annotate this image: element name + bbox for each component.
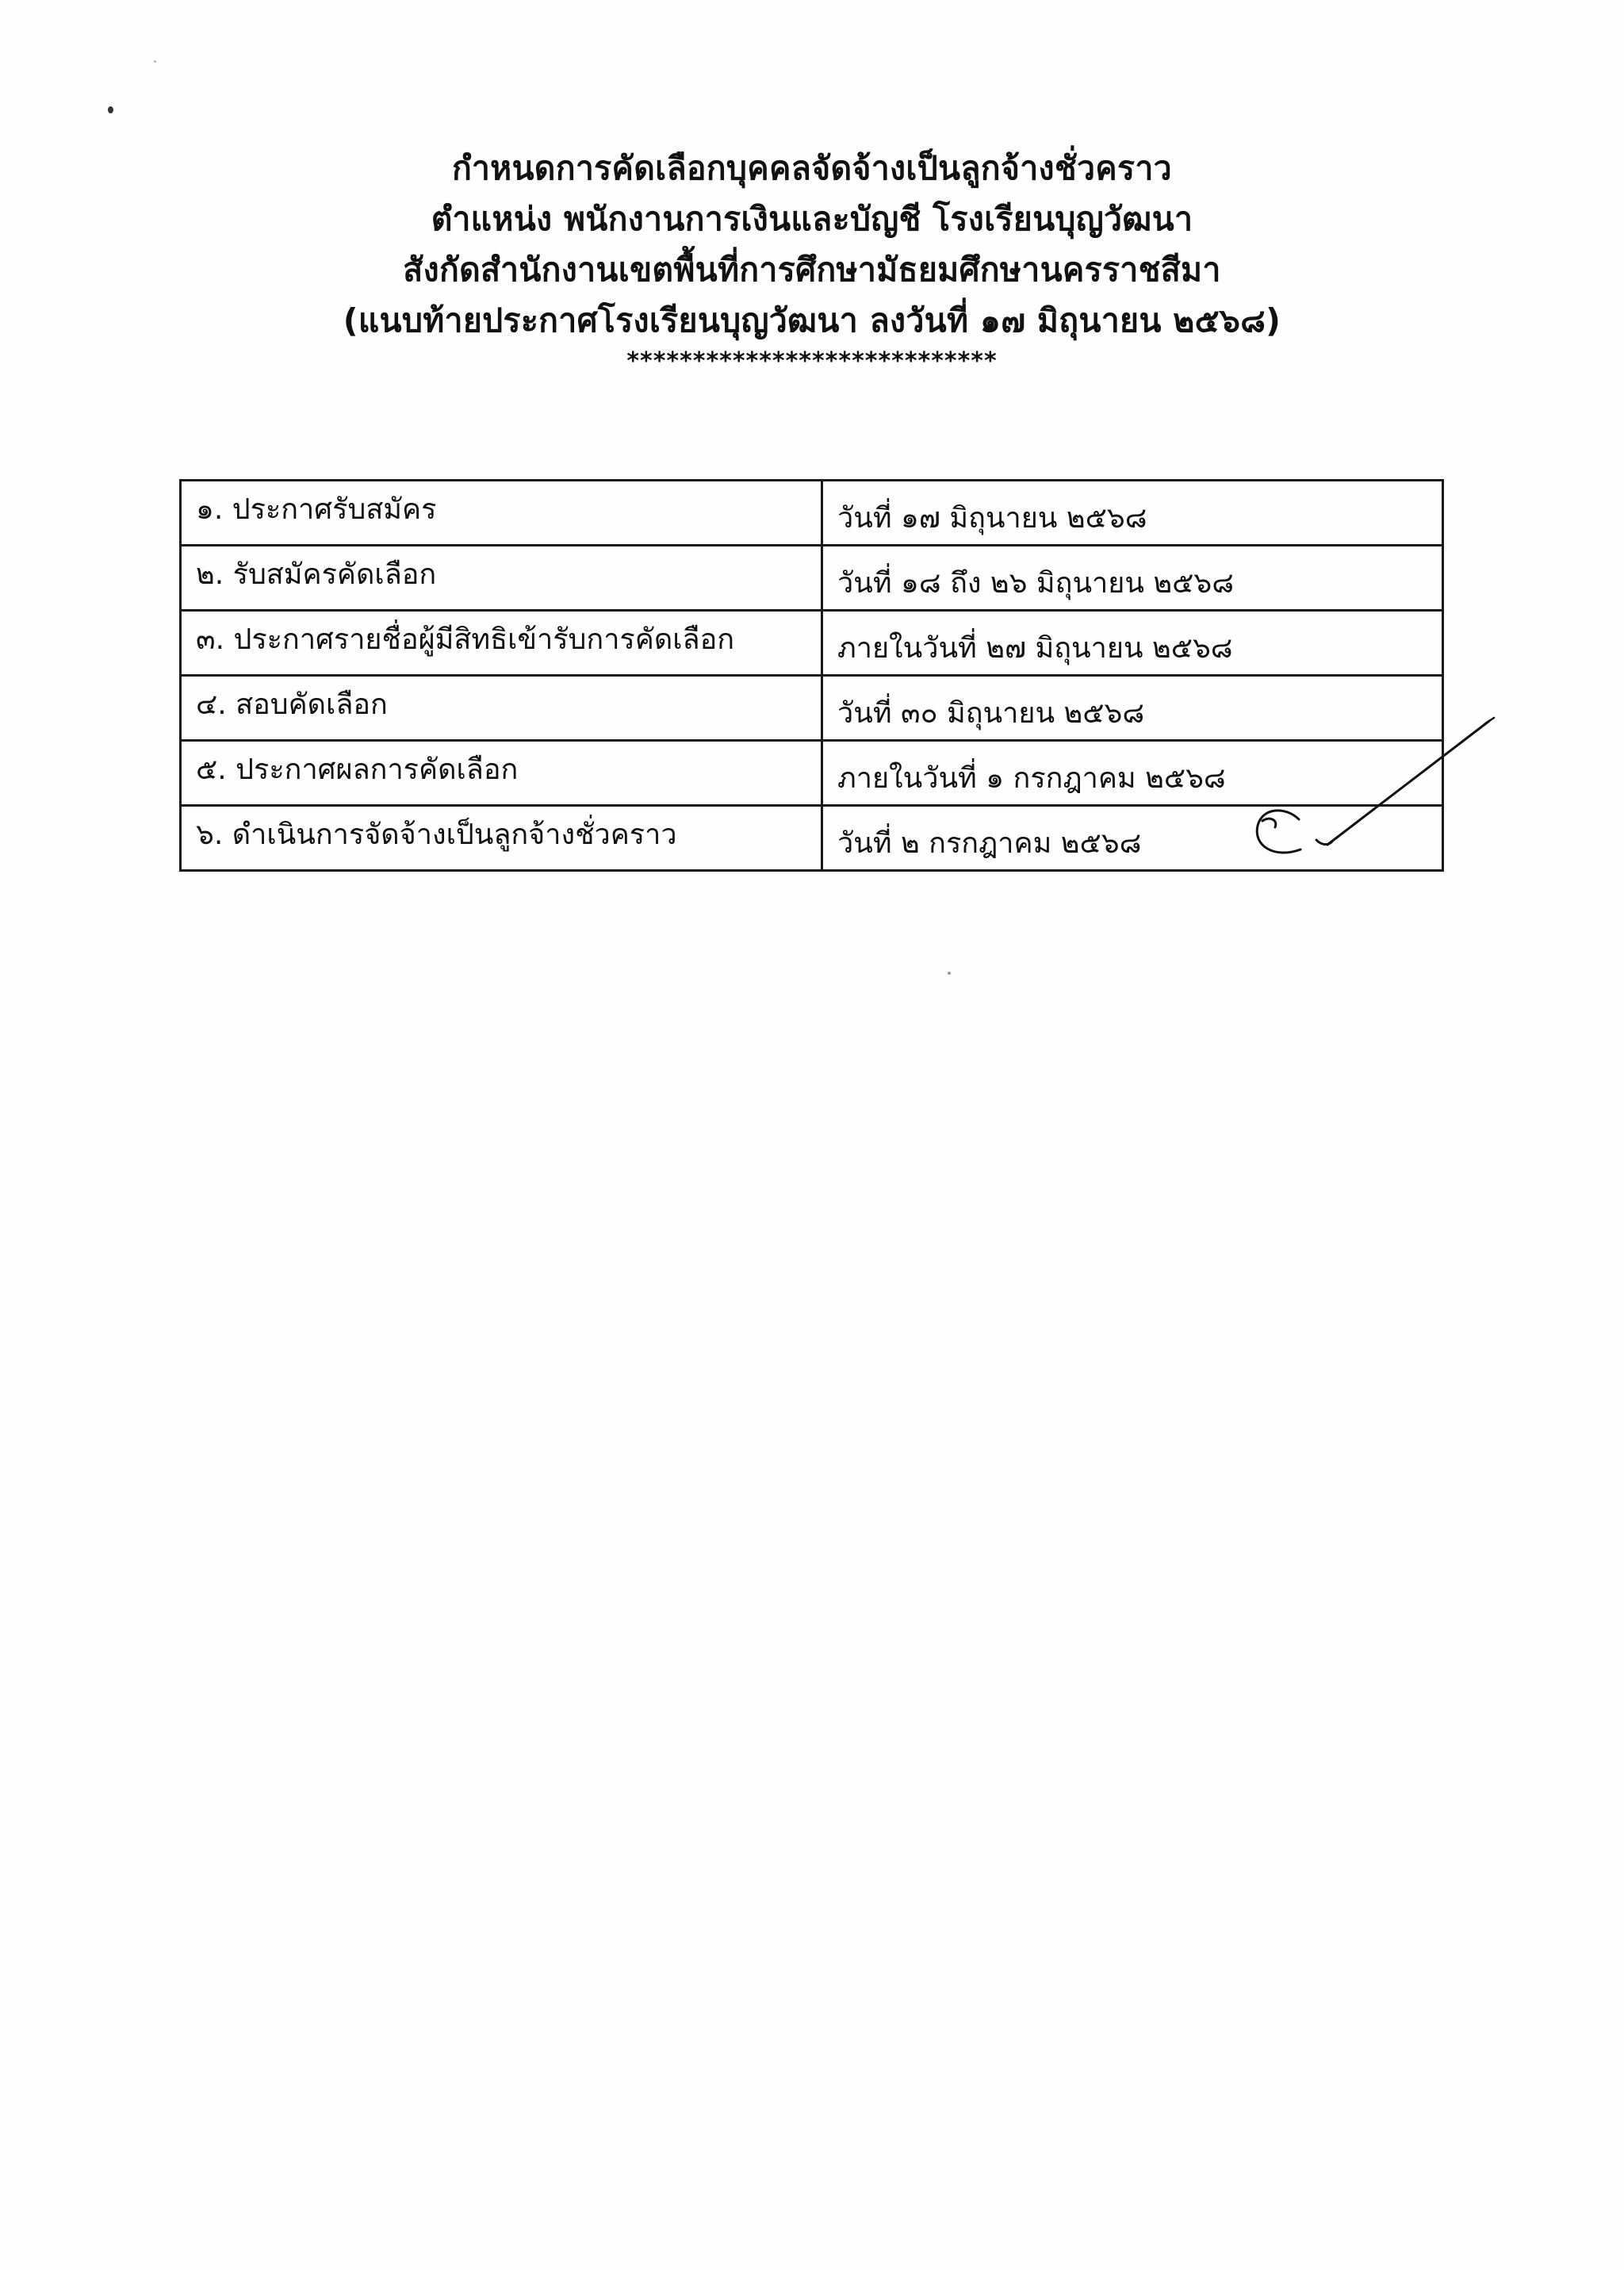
scan-speck	[948, 972, 951, 975]
schedule-date: วันที่ ๑๗ มิถุนายน ๒๕๖๘	[822, 481, 1443, 546]
header-position: ตำแหน่ง พนักงานการเงินและบัญชี โรงเรียนบุญวัฒนา	[431, 200, 1193, 238]
table-row	[181, 546, 1443, 611]
schedule-date: ภายในวันที่ ๒๗ มิถุนายน ๒๕๖๘	[822, 611, 1443, 676]
schedule-date: ภายในวันที่ ๑ กรกฎาคม ๒๕๖๘	[822, 741, 1443, 806]
schedule-date: วันที่ ๑๘ ถึง ๒๖ มิถุนายน ๒๕๖๘	[822, 546, 1443, 611]
schedule-step: ๔. สอบคัดเลือก	[181, 676, 822, 741]
table-row	[181, 481, 1443, 546]
header-attachment-note: (แนบท้ายประกาศโรงเรียนบุญวัฒนา ลงวันที่ ๑๗ มิถุนายน ๒๕๖๘)	[343, 301, 1281, 339]
schedule-step: ๓. ประกาศรายชื่อผู้มีสิทธิเข้ารับการคัดเลือก	[181, 611, 822, 676]
schedule-step: ๖. ดำเนินการจัดจ้างเป็นลูกจ้างชั่วคราว	[181, 806, 822, 871]
scan-speck	[154, 60, 156, 63]
header-affiliation: สังกัดสำนักงานเขตพื้นที่การศึกษามัธยมศึกษานครราชสีมา	[403, 251, 1221, 289]
scan-speck	[108, 106, 113, 113]
schedule-date: วันที่ ๒ กรกฎาคม ๒๕๖๘	[822, 806, 1443, 871]
document-header	[0, 143, 1624, 376]
handwritten-signature	[1205, 710, 1522, 869]
schedule-step: ๕. ประกาศผลการคัดเลือก	[181, 741, 822, 806]
header-title: กำหนดการคัดเลือกบุคคลจัดจ้างเป็นลูกจ้างชั่วคราว	[452, 149, 1172, 187]
schedule-step: ๒. รับสมัครคัดเลือก	[181, 546, 822, 611]
schedule-step: ๑. ประกาศรับสมัคร	[181, 481, 822, 546]
header-separator: ****************************	[626, 347, 998, 375]
schedule-date: วันที่ ๓๐ มิถุนายน ๒๕๖๘	[822, 676, 1443, 741]
table-row	[181, 611, 1443, 676]
